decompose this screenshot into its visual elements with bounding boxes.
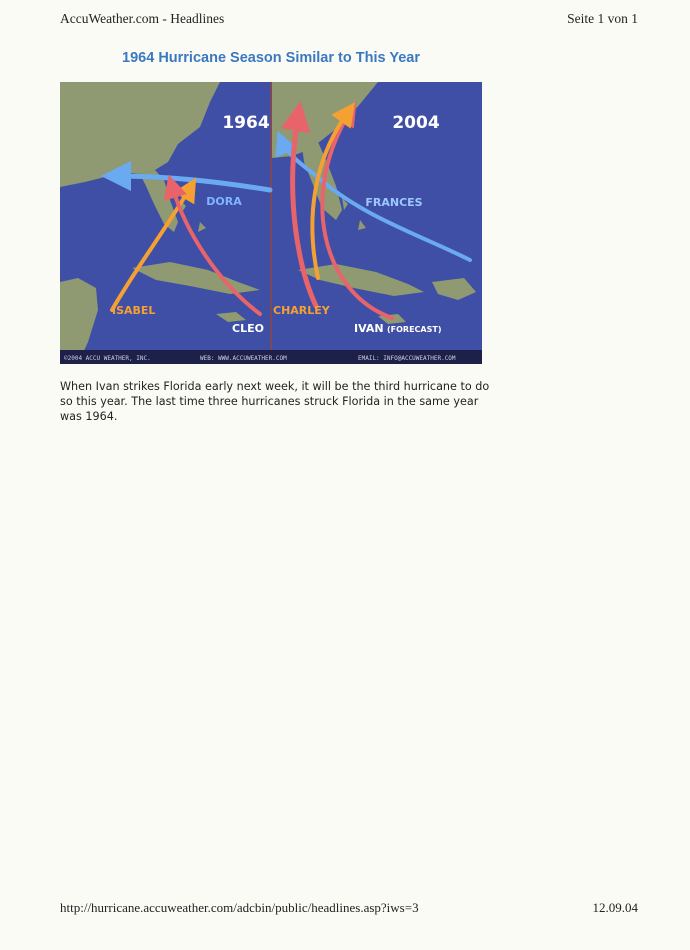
storm-label-dora: DORA — [206, 195, 242, 208]
hurricane-map-graphic — [60, 82, 482, 364]
storm-label-charley: CHARLEY — [273, 304, 330, 317]
article-headline: 1964 Hurricane Season Similar to This Year — [122, 50, 420, 66]
storm-label-frances: FRANCES — [365, 196, 423, 209]
storm-label-ivan: IVAN — [354, 322, 384, 335]
storm-label-isabel: ISABEL — [112, 304, 156, 317]
map-web: WEB: WWW.ACCUWEATHER.COM — [200, 355, 287, 362]
article-body: When Ivan strikes Florida early next week, it will be the third hurricane to do so this year. The last time three hurricanes struck Florida in the same year was 1964. — [60, 380, 490, 423]
print-date: 12.09.04 — [592, 900, 638, 915]
site-title: AccuWeather.com - Headlines — [60, 11, 225, 26]
storm-label-cleo: CLEO — [232, 322, 264, 335]
year-2004-label: 2004 — [392, 113, 440, 133]
map-credit: ©2004 ACCU WEATHER, INC. — [64, 355, 151, 362]
storm-label-ivan-forecast: (FORECAST) — [387, 325, 442, 334]
hurricane-track-map — [60, 82, 482, 364]
year-1964-label: 1964 — [222, 113, 270, 133]
source-url: http://hurricane.accuweather.com/adcbin/public/headlines.asp?iws=3 — [60, 900, 419, 915]
page-number: Seite 1 von 1 — [567, 11, 638, 26]
map-email: EMAIL: INFO@ACCUWEATHER.COM — [358, 355, 456, 362]
